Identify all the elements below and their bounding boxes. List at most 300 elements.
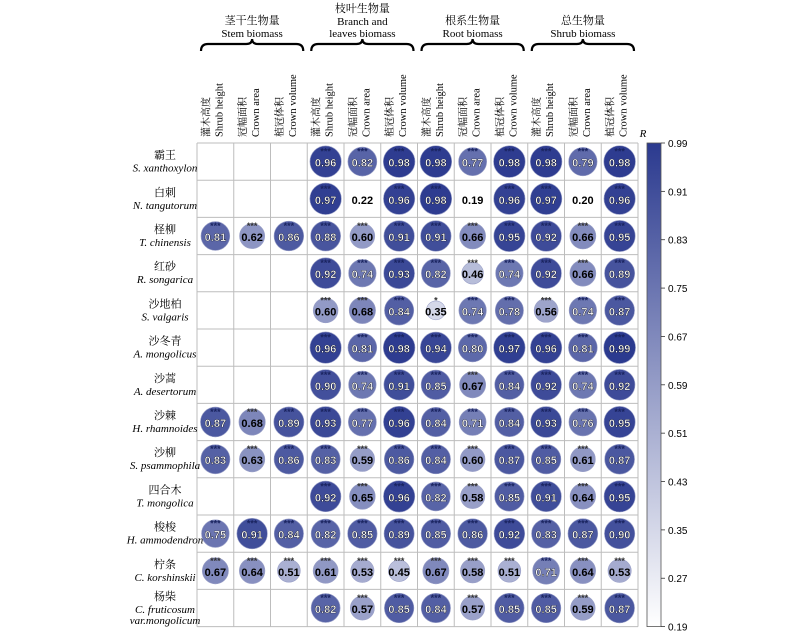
colorbar-tick-label: 0.35 bbox=[668, 525, 688, 537]
column-group-title-en: Shrub biomass bbox=[550, 28, 616, 40]
cell-value: 0.85 bbox=[498, 604, 521, 616]
significance-mark: *** bbox=[540, 221, 552, 231]
significance-mark: *** bbox=[614, 258, 625, 269]
significance-mark: *** bbox=[504, 518, 515, 529]
significance-mark: *** bbox=[430, 183, 442, 194]
column-group-title-en: leaves biomass bbox=[329, 28, 396, 40]
cell-value: 0.35 bbox=[425, 306, 447, 319]
significance-mark: *** bbox=[467, 295, 478, 306]
significance-mark: * bbox=[434, 295, 438, 306]
cell-value: 0.94 bbox=[425, 343, 447, 356]
column-label-cn: 冠幅面积 bbox=[568, 97, 580, 137]
cell-value: 0.87 bbox=[204, 418, 227, 430]
cell-value: 0.89 bbox=[388, 529, 410, 542]
significance-mark: *** bbox=[504, 407, 515, 417]
cell-value: 0.78 bbox=[498, 306, 521, 319]
significance-mark: *** bbox=[614, 369, 625, 380]
row-label-cn: 红砂 bbox=[154, 260, 176, 274]
significance-mark: *** bbox=[467, 481, 478, 492]
significance-mark: *** bbox=[614, 555, 625, 566]
significance-mark: *** bbox=[577, 407, 589, 417]
cell-value: 0.67 bbox=[461, 380, 484, 393]
significance-mark: *** bbox=[430, 407, 442, 417]
row-label-en: C. fruticosum bbox=[135, 604, 195, 616]
significance-mark: *** bbox=[504, 295, 515, 306]
cell-value: 0.66 bbox=[572, 269, 594, 282]
cell-value: 0.92 bbox=[608, 380, 631, 393]
column-label-cn: 冠幅面积 bbox=[458, 97, 470, 137]
significance-mark: *** bbox=[614, 407, 625, 417]
cell-value: 0.62 bbox=[241, 232, 263, 244]
cell-value: 0.83 bbox=[314, 455, 337, 468]
cell-value: 0.84 bbox=[498, 380, 521, 393]
cell-value: 0.82 bbox=[351, 157, 374, 170]
significance-mark: *** bbox=[467, 332, 478, 343]
significance-mark: *** bbox=[357, 369, 368, 380]
cell-value: 0.65 bbox=[351, 492, 374, 505]
significance-mark: *** bbox=[246, 407, 258, 417]
colorbar-tick-label: 0.67 bbox=[668, 332, 688, 344]
cell-value: 0.83 bbox=[204, 455, 227, 468]
cell-value: 0.84 bbox=[425, 604, 447, 616]
significance-mark: *** bbox=[467, 593, 478, 603]
significance-mark: *** bbox=[357, 146, 368, 157]
row-label-cn: 柠条 bbox=[154, 557, 176, 571]
cell-value: 0.84 bbox=[425, 455, 447, 468]
cell-value: 0.85 bbox=[425, 380, 447, 393]
colorbar-tick-label: 0.99 bbox=[668, 139, 688, 150]
significance-mark: *** bbox=[320, 518, 331, 529]
significance-mark: *** bbox=[577, 258, 589, 269]
cell-value: 0.66 bbox=[572, 232, 594, 244]
cell-value: 0.87 bbox=[498, 455, 521, 468]
cell-value: 0.53 bbox=[351, 566, 374, 579]
cell-value: 0.79 bbox=[572, 157, 594, 170]
cell-value: 0.87 bbox=[572, 529, 594, 542]
column-group-title-cn: 根系生物量 bbox=[445, 14, 501, 27]
cell-value: 0.96 bbox=[608, 194, 631, 207]
row-label-en: N. tangutorum bbox=[132, 199, 198, 212]
row-label-en: T. chinensis bbox=[139, 237, 191, 249]
cell-value: 0.57 bbox=[351, 604, 374, 616]
significance-mark: *** bbox=[393, 369, 405, 380]
cell-value: 0.58 bbox=[461, 566, 484, 579]
row-label-en: H. ammodendron bbox=[126, 534, 204, 547]
significance-mark: *** bbox=[320, 332, 331, 343]
row-label-en: R. songarica bbox=[136, 274, 194, 287]
cell-value: 0.85 bbox=[535, 604, 557, 616]
cell-value: 0.93 bbox=[388, 269, 410, 282]
group-brace bbox=[532, 39, 634, 51]
significance-mark: *** bbox=[357, 518, 368, 529]
significance-mark: *** bbox=[283, 444, 295, 455]
significance-mark: *** bbox=[430, 593, 442, 603]
significance-mark: *** bbox=[393, 518, 405, 529]
significance-mark: *** bbox=[393, 295, 405, 306]
significance-mark: *** bbox=[504, 258, 515, 269]
column-label-cn: 植冠体积 bbox=[495, 97, 507, 137]
cell-value: 0.95 bbox=[608, 492, 631, 505]
row-label-en: S. xanthoxylon bbox=[132, 162, 198, 175]
row-label-cn: 沙冬青 bbox=[148, 334, 182, 348]
cell-value: 0.89 bbox=[278, 418, 300, 430]
cell-value: 0.95 bbox=[498, 232, 521, 244]
significance-mark: *** bbox=[210, 555, 221, 566]
cell-value: 0.86 bbox=[388, 455, 410, 468]
row-label-en: T. mongolica bbox=[136, 497, 194, 510]
significance-mark: *** bbox=[430, 258, 442, 269]
significance-mark: *** bbox=[504, 555, 515, 566]
significance-mark: *** bbox=[393, 146, 405, 157]
significance-mark: *** bbox=[614, 593, 625, 603]
cell-value: 0.22 bbox=[351, 194, 374, 207]
significance-mark: *** bbox=[504, 221, 515, 231]
row-label-cn: 白刺 bbox=[154, 185, 176, 199]
significance-mark: *** bbox=[614, 518, 625, 529]
column-group-title-en: Branch and bbox=[337, 16, 388, 28]
cell-value: 0.81 bbox=[204, 232, 227, 244]
group-brace bbox=[422, 39, 524, 51]
column-label-cn: 冠幅面积 bbox=[348, 97, 360, 137]
significance-mark: *** bbox=[430, 332, 442, 343]
cell-value: 0.95 bbox=[608, 232, 631, 244]
significance-mark: *** bbox=[357, 221, 368, 231]
row-label-cn: 柽柳 bbox=[154, 223, 176, 236]
cell-value: 0.91 bbox=[388, 232, 410, 244]
significance-mark: *** bbox=[320, 369, 331, 380]
cell-value: 0.63 bbox=[241, 455, 263, 468]
column-label-en: Shrub height bbox=[324, 83, 336, 137]
significance-mark: *** bbox=[540, 146, 552, 157]
cell-value: 0.87 bbox=[608, 604, 631, 616]
significance-mark: *** bbox=[540, 555, 552, 566]
significance-mark: *** bbox=[320, 221, 331, 231]
cell-value: 0.59 bbox=[572, 604, 594, 616]
significance-mark: *** bbox=[210, 518, 221, 529]
row-label-cn: 沙棘 bbox=[154, 409, 176, 422]
cell-value: 0.45 bbox=[388, 566, 410, 579]
row-label-cn: 沙蒿 bbox=[154, 371, 176, 385]
cell-value: 0.91 bbox=[388, 380, 410, 393]
cell-value: 0.84 bbox=[388, 306, 410, 319]
column-label-en: Crown area bbox=[251, 88, 263, 137]
colorbar-tick-label: 0.51 bbox=[668, 429, 688, 441]
cell-value: 0.98 bbox=[535, 157, 557, 170]
cell-value: 0.74 bbox=[498, 269, 521, 282]
cell-value: 0.91 bbox=[425, 232, 447, 244]
cell-value: 0.82 bbox=[425, 269, 447, 282]
significance-mark: *** bbox=[393, 593, 405, 603]
cell-value: 0.19 bbox=[461, 194, 484, 207]
cell-value: 0.85 bbox=[498, 492, 521, 505]
column-group-title-en: Root biomass bbox=[442, 28, 503, 40]
significance-mark: *** bbox=[393, 221, 405, 231]
cell-value: 0.84 bbox=[278, 529, 300, 542]
cell-value: 0.86 bbox=[461, 529, 484, 542]
significance-mark: *** bbox=[320, 481, 331, 492]
significance-mark: *** bbox=[430, 221, 442, 231]
significance-mark: *** bbox=[430, 369, 442, 380]
colorbar-tick-label: 0.19 bbox=[668, 622, 688, 631]
significance-mark: *** bbox=[577, 481, 589, 492]
cell-value: 0.58 bbox=[461, 492, 484, 505]
significance-mark: *** bbox=[614, 146, 625, 157]
cell-value: 0.61 bbox=[572, 455, 594, 468]
colorbar-tick-label: 0.27 bbox=[668, 574, 688, 586]
significance-mark: *** bbox=[504, 183, 515, 194]
cell-value: 0.74 bbox=[572, 306, 594, 319]
column-group-title-cn: 茎干生物量 bbox=[224, 14, 280, 27]
column-label-cn: 灌木高度 bbox=[421, 97, 433, 137]
significance-mark: *** bbox=[246, 444, 258, 455]
significance-mark: *** bbox=[320, 407, 331, 417]
cell-value: 0.93 bbox=[314, 418, 337, 430]
cell-value: 0.76 bbox=[572, 418, 594, 430]
cell-value: 0.86 bbox=[278, 455, 300, 468]
significance-mark: *** bbox=[393, 183, 405, 194]
significance-mark: *** bbox=[393, 258, 405, 269]
significance-mark: *** bbox=[357, 295, 368, 306]
significance-mark: *** bbox=[283, 407, 295, 417]
significance-mark: *** bbox=[320, 444, 331, 455]
significance-mark: *** bbox=[357, 593, 368, 603]
significance-mark: *** bbox=[210, 407, 221, 417]
column-label-cn: 植冠体积 bbox=[274, 97, 286, 137]
cell-value: 0.96 bbox=[535, 343, 557, 356]
significance-mark: *** bbox=[320, 295, 331, 306]
column-group-title-cn: 总生物量 bbox=[560, 14, 605, 27]
cell-value: 0.57 bbox=[461, 604, 484, 616]
significance-mark: *** bbox=[614, 221, 625, 231]
cell-value: 0.92 bbox=[535, 232, 557, 244]
cell-value: 0.86 bbox=[278, 232, 300, 244]
column-label-cn: 植冠体积 bbox=[605, 97, 617, 137]
cell-value: 0.97 bbox=[498, 343, 521, 356]
significance-mark: *** bbox=[357, 332, 368, 343]
cell-value: 0.74 bbox=[351, 380, 374, 393]
cell-value: 0.82 bbox=[314, 529, 337, 542]
column-label-en: Crown volume bbox=[508, 74, 520, 137]
cell-value: 0.90 bbox=[608, 529, 631, 542]
significance-mark: *** bbox=[357, 555, 368, 566]
cell-value: 0.20 bbox=[572, 194, 594, 207]
cell-value: 0.51 bbox=[498, 566, 521, 579]
cell-value: 0.96 bbox=[388, 492, 410, 505]
cell-value: 0.61 bbox=[314, 566, 337, 579]
cell-value: 0.64 bbox=[572, 566, 594, 579]
significance-mark: *** bbox=[614, 295, 625, 306]
cell-value: 0.91 bbox=[241, 529, 263, 542]
significance-mark: *** bbox=[614, 444, 625, 455]
cell-value: 0.59 bbox=[351, 455, 374, 468]
significance-mark: *** bbox=[467, 518, 478, 529]
cell-value: 0.53 bbox=[608, 566, 631, 579]
row-label-en: H. rhamnoides bbox=[132, 423, 198, 435]
significance-mark: *** bbox=[430, 481, 442, 492]
cell-value: 0.85 bbox=[535, 455, 557, 468]
cell-value: 0.92 bbox=[535, 269, 557, 282]
colorbar-tick-label: 0.59 bbox=[668, 380, 688, 392]
column-label-cn: 冠幅面积 bbox=[238, 97, 250, 137]
significance-mark: *** bbox=[540, 444, 552, 455]
colorbar-tick-label: 0.91 bbox=[668, 187, 688, 199]
cell-value: 0.85 bbox=[425, 529, 447, 542]
significance-mark: *** bbox=[430, 146, 442, 157]
significance-mark: *** bbox=[246, 518, 258, 529]
significance-mark: *** bbox=[540, 481, 552, 492]
cell-value: 0.60 bbox=[351, 232, 374, 244]
significance-mark: *** bbox=[283, 518, 295, 529]
cell-value: 0.51 bbox=[278, 566, 300, 579]
cell-value: 0.64 bbox=[241, 566, 263, 579]
cell-value: 0.56 bbox=[535, 306, 557, 319]
significance-mark: *** bbox=[393, 481, 405, 492]
column-label-en: Shrub height bbox=[434, 83, 446, 137]
significance-mark: *** bbox=[504, 332, 515, 343]
significance-mark: *** bbox=[504, 444, 515, 455]
significance-mark: *** bbox=[504, 369, 515, 380]
cell-value: 0.98 bbox=[425, 157, 447, 170]
column-label-en: Shrub height bbox=[545, 83, 557, 137]
cell-value: 0.60 bbox=[314, 306, 337, 319]
significance-mark: *** bbox=[320, 258, 331, 269]
significance-mark: *** bbox=[540, 332, 552, 343]
significance-mark: *** bbox=[540, 183, 552, 194]
cell-value: 0.81 bbox=[572, 343, 594, 356]
significance-mark: *** bbox=[283, 221, 295, 231]
cell-value: 0.68 bbox=[241, 418, 263, 430]
significance-mark: *** bbox=[357, 258, 368, 269]
column-label-en: Crown area bbox=[361, 88, 373, 137]
significance-mark: *** bbox=[467, 444, 478, 455]
cell-value: 0.97 bbox=[314, 194, 337, 207]
colorbar-tick-label: 0.43 bbox=[668, 477, 688, 489]
column-label-en: Crown area bbox=[471, 88, 483, 137]
significance-mark: *** bbox=[614, 183, 625, 194]
significance-mark: *** bbox=[504, 146, 515, 157]
row-label-en: S. valgaris bbox=[141, 311, 189, 324]
significance-mark: *** bbox=[393, 332, 405, 343]
cell-value: 0.77 bbox=[351, 418, 374, 430]
significance-mark: *** bbox=[540, 518, 552, 529]
group-brace bbox=[201, 39, 303, 51]
significance-mark: *** bbox=[393, 407, 405, 417]
row-label-en: A. desertorum bbox=[133, 385, 197, 398]
significance-mark: *** bbox=[540, 295, 552, 306]
colorbar bbox=[647, 143, 661, 627]
row-label-en: var.mongolicum bbox=[129, 615, 201, 627]
cell-value: 0.90 bbox=[314, 380, 337, 393]
cell-value: 0.74 bbox=[572, 380, 594, 393]
cell-value: 0.82 bbox=[425, 492, 447, 505]
row-label-en: S. psammophila bbox=[129, 460, 201, 473]
row-label-cn: 沙柳 bbox=[154, 446, 176, 460]
significance-mark: *** bbox=[467, 221, 478, 231]
significance-mark: *** bbox=[504, 593, 515, 603]
cell-value: 0.98 bbox=[425, 194, 447, 207]
cell-value: 0.82 bbox=[314, 604, 337, 616]
cell-value: 0.77 bbox=[461, 157, 484, 170]
cell-value: 0.84 bbox=[425, 418, 447, 430]
row-label-cn: 四合木 bbox=[148, 483, 182, 497]
cell-value: 0.92 bbox=[535, 380, 557, 393]
cell-value: 0.96 bbox=[388, 194, 410, 207]
column-label-en: Shrub height bbox=[214, 83, 226, 137]
column-label-en: Crown volume bbox=[398, 74, 410, 137]
significance-mark: *** bbox=[540, 369, 552, 380]
column-label-en: Crown volume bbox=[287, 74, 299, 137]
cell-value: 0.96 bbox=[314, 343, 337, 356]
cell-value: 0.74 bbox=[351, 269, 374, 282]
cell-value: 0.96 bbox=[314, 157, 337, 170]
column-label-cn: 植冠体积 bbox=[385, 97, 397, 137]
row-label-cn: 杨柴 bbox=[154, 590, 176, 603]
column-group-title-en: Stem biomass bbox=[221, 28, 283, 40]
significance-mark: *** bbox=[540, 258, 552, 269]
cell-value: 0.67 bbox=[425, 566, 447, 579]
cell-value: 0.98 bbox=[608, 157, 631, 170]
column-label-en: Crown volume bbox=[618, 74, 630, 137]
column-label-cn: 灌木高度 bbox=[311, 97, 323, 137]
cell-value: 0.88 bbox=[314, 232, 337, 244]
cell-value: 0.71 bbox=[461, 418, 484, 430]
group-brace bbox=[311, 39, 413, 51]
cell-value: 0.96 bbox=[388, 418, 410, 430]
significance-mark: *** bbox=[357, 444, 368, 455]
significance-mark: *** bbox=[430, 555, 442, 566]
cell-value: 0.93 bbox=[535, 418, 557, 430]
significance-mark: *** bbox=[577, 444, 589, 455]
row-label-cn: 沙地柏 bbox=[148, 297, 182, 311]
cell-value: 0.98 bbox=[498, 157, 521, 170]
cell-value: 0.89 bbox=[608, 269, 631, 282]
significance-mark: *** bbox=[246, 221, 258, 231]
significance-mark: *** bbox=[577, 221, 589, 231]
significance-mark: *** bbox=[467, 258, 478, 269]
significance-mark: *** bbox=[467, 146, 478, 157]
significance-mark: *** bbox=[393, 444, 405, 455]
significance-mark: *** bbox=[467, 407, 478, 417]
cell-value: 0.92 bbox=[498, 529, 521, 542]
cell-value: 0.84 bbox=[498, 418, 521, 430]
significance-mark: *** bbox=[467, 369, 478, 380]
significance-mark: *** bbox=[504, 481, 515, 492]
cell-value: 0.98 bbox=[388, 157, 410, 170]
cell-value: 0.92 bbox=[314, 269, 337, 282]
column-label-cn: 灌木高度 bbox=[201, 97, 213, 137]
cell-value: 0.85 bbox=[388, 604, 410, 616]
cell-value: 0.64 bbox=[572, 492, 594, 505]
cell-value: 0.99 bbox=[608, 343, 631, 356]
cell-value: 0.87 bbox=[608, 306, 631, 319]
significance-mark: *** bbox=[577, 518, 589, 529]
cell-value: 0.98 bbox=[388, 343, 410, 356]
significance-mark: *** bbox=[210, 444, 221, 455]
cell-value: 0.66 bbox=[461, 232, 484, 244]
cell-value: 0.46 bbox=[461, 269, 484, 282]
significance-mark: *** bbox=[393, 555, 405, 566]
significance-mark: *** bbox=[283, 555, 295, 566]
cell-value: 0.67 bbox=[204, 566, 227, 579]
cell-value: 0.95 bbox=[608, 418, 631, 430]
significance-mark: *** bbox=[577, 295, 589, 306]
cell-value: 0.96 bbox=[498, 194, 521, 207]
row-label-cn: 霸王 bbox=[154, 148, 176, 162]
cell-value: 0.75 bbox=[204, 529, 227, 542]
significance-mark: *** bbox=[357, 481, 368, 492]
cell-value: 0.92 bbox=[314, 492, 337, 505]
significance-mark: *** bbox=[320, 183, 331, 194]
